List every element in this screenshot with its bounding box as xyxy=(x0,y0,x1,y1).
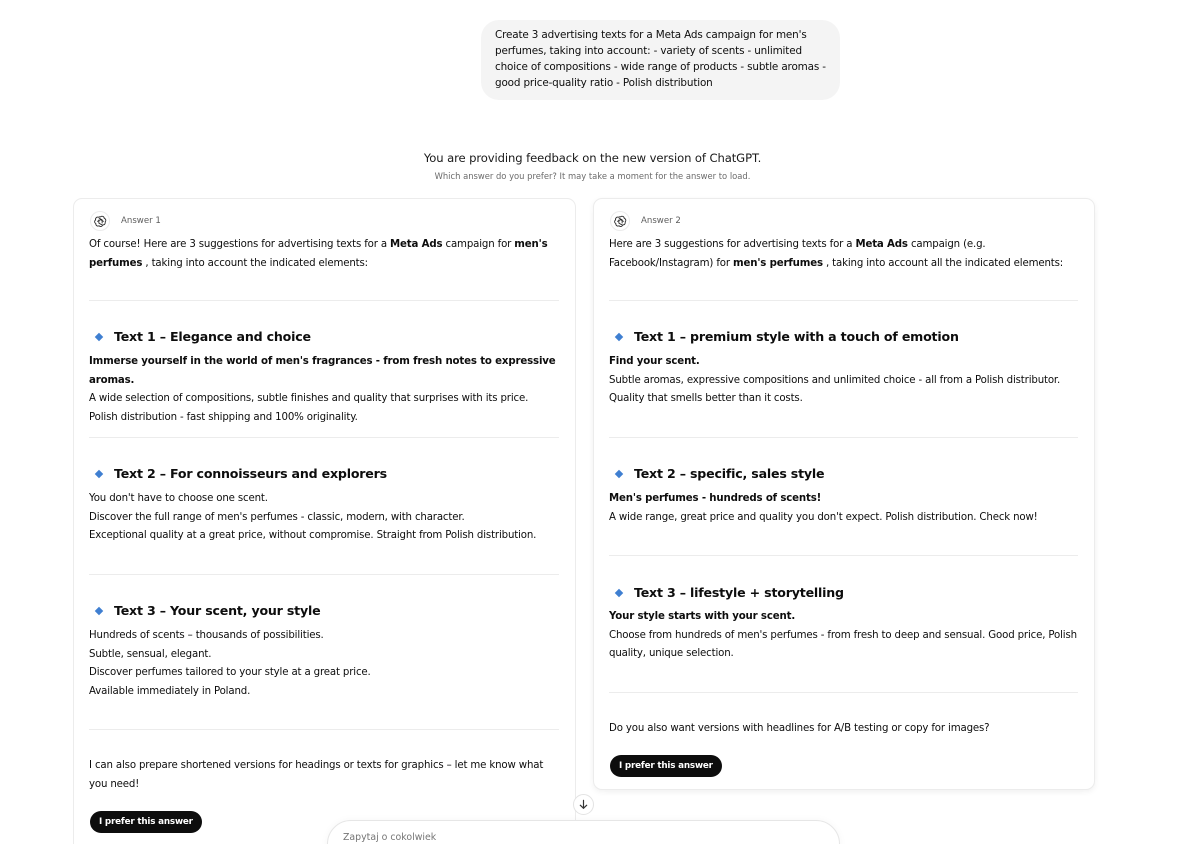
section-heading: Text 3 – lifestyle + storytelling xyxy=(614,585,844,600)
divider xyxy=(89,437,559,438)
divider xyxy=(609,692,1078,693)
divider xyxy=(89,300,559,301)
feedback-title: You are providing feedback on the new version of ChatGPT. xyxy=(423,151,762,165)
answer-header xyxy=(90,211,161,231)
answer-card-1 xyxy=(73,198,576,844)
section-heading: Text 3 – Your scent, your style xyxy=(94,603,320,618)
openai-logo-icon xyxy=(610,211,630,231)
arrow-down-icon xyxy=(578,799,589,810)
blue-diamond-icon xyxy=(615,469,623,477)
answer-label: Answer 1 xyxy=(121,216,161,226)
section-heading: Text 2 – For connoisseurs and explorers xyxy=(94,466,387,481)
message-composer xyxy=(327,820,840,844)
scroll-down-button[interactable] xyxy=(573,794,594,815)
openai-logo-icon xyxy=(90,211,110,231)
answer-label: Answer 2 xyxy=(641,216,681,226)
section-body: You don't have to choose one scent. Discover the full range of men's perfumes - classic, modern, with character. Exceptional quality at a great price, without compromise. Straight from Polish distribution. xyxy=(89,493,537,541)
prefer-answer-2-button[interactable]: I prefer this answer xyxy=(610,755,722,777)
blue-diamond-icon xyxy=(95,332,103,340)
section-body: Men's perfumes - hundreds of scents! A wide range, great price and quality you don't expect. Polish distribution. Check now! xyxy=(609,493,1038,523)
section-heading: Text 1 – Elegance and choice xyxy=(94,329,311,344)
answer-intro: Of course! Here are 3 suggestions for advertising texts for a Meta Ads campaign for men's perfumes , taking into account the indicated elements: xyxy=(89,239,548,269)
section-body: Find your scent. Subtle aromas, expressive compositions and unlimited choice - all from a Polish distributor. Quality that smells better than it costs. xyxy=(609,356,1061,404)
answer-header xyxy=(610,211,681,231)
user-message-bubble: Create 3 advertising texts for a Meta Ads campaign for men's perfumes, taking into account: - variety of scents - unlimited choice of compositions - wide range of products - subtle aromas - good price-quality ratio - Polish distribution xyxy=(481,20,840,100)
section-heading: Text 2 – specific, sales style xyxy=(614,466,824,481)
divider xyxy=(89,574,559,575)
answer-intro: Here are 3 suggestions for advertising texts for a Meta Ads campaign (e.g. Facebook/Instagram) for men's perfumes , taking into account all the indicated elements: xyxy=(609,239,1064,269)
divider xyxy=(89,729,559,730)
answer-outro: Do you also want versions with headlines for A/B testing or copy for images? xyxy=(609,723,990,734)
prefer-answer-1-button[interactable]: I prefer this answer xyxy=(90,811,202,833)
divider xyxy=(609,437,1078,438)
prompt-input[interactable] xyxy=(343,832,743,843)
answer-outro: I can also prepare shortened versions for headings or texts for graphics – let me know what you need! xyxy=(89,760,544,790)
divider xyxy=(609,555,1078,556)
answer-card-2 xyxy=(593,198,1095,790)
section-body: Your style starts with your scent. Choose from hundreds of men's perfumes - from fresh to deep and sensual. Good price, Polish quality, unique selection. xyxy=(609,611,1077,659)
blue-diamond-icon xyxy=(615,332,623,340)
section-body: Hundreds of scents – thousands of possibilities. Subtle, sensual, elegant. Discover perfumes tailored to your style at a great price. Available immediately in Poland. xyxy=(89,630,371,697)
blue-diamond-icon xyxy=(615,588,623,596)
divider xyxy=(609,300,1078,301)
feedback-subtitle: Which answer do you prefer? It may take a moment for the answer to load. xyxy=(434,171,751,181)
section-body: Immerse yourself in the world of men's fragrances - from fresh notes to expressive aromas. A wide selection of compositions, subtle finishes and quality that surprises with its price. Polish distribution - fast shipping and 100% originality. xyxy=(89,356,556,423)
blue-diamond-icon xyxy=(95,469,103,477)
section-heading: Text 1 – premium style with a touch of emotion xyxy=(614,329,959,344)
blue-diamond-icon xyxy=(95,606,103,614)
